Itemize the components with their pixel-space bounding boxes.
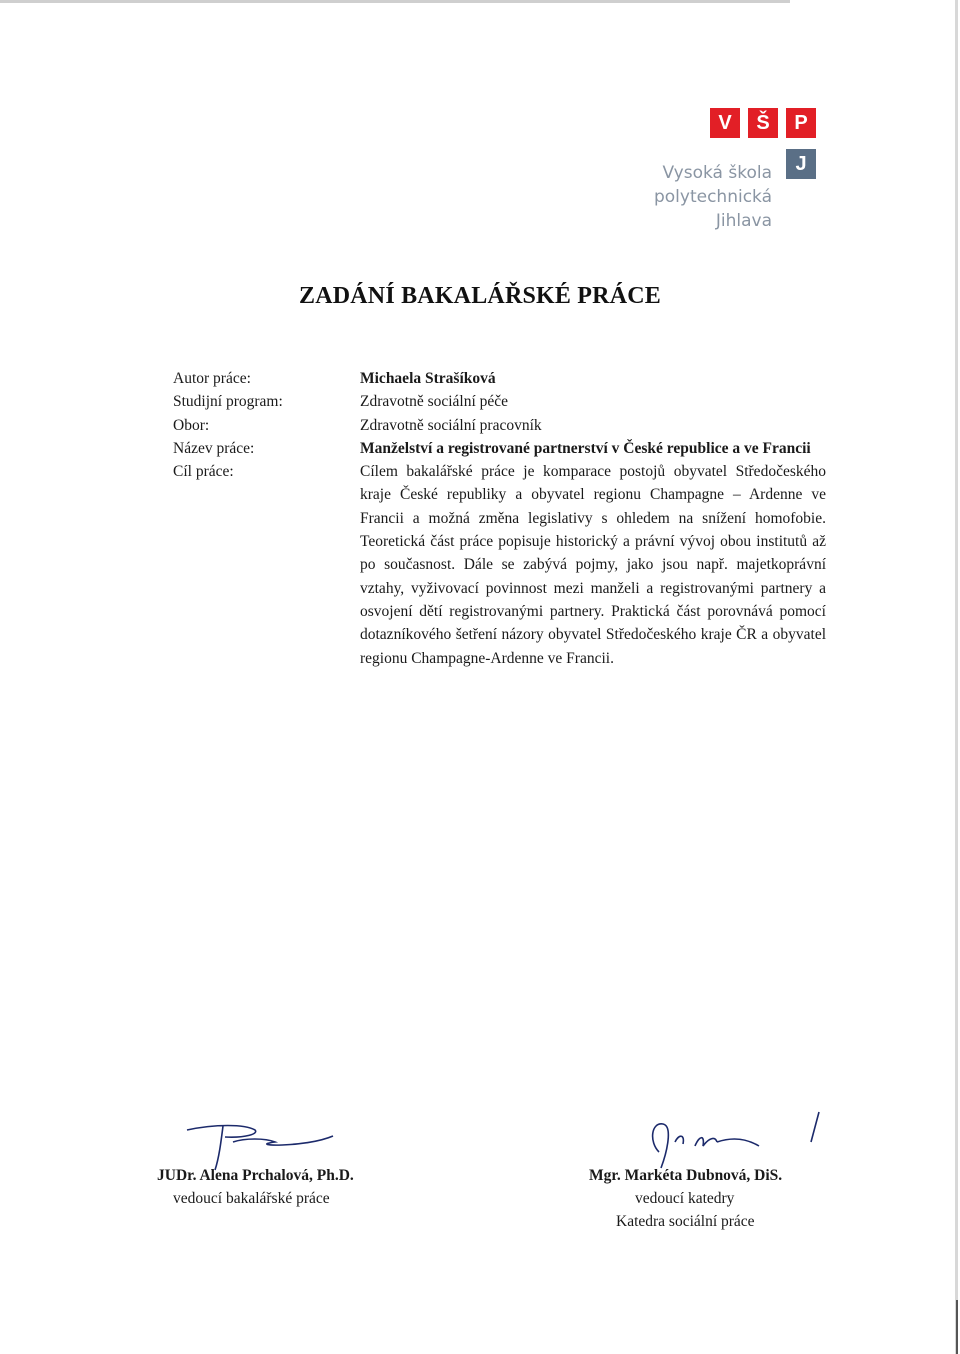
field-specialization — [173, 414, 826, 437]
logo-letter-s: Š — [748, 108, 778, 138]
field-author — [173, 367, 826, 390]
field-label: Název práce: — [173, 439, 255, 457]
field-goal — [173, 460, 826, 670]
field-label: Studijní program: — [173, 393, 283, 411]
field-value: Zdravotně sociální péče — [360, 393, 509, 411]
supervisor-role: vedoucí bakalářské práce — [173, 1190, 330, 1207]
field-label: Cíl práce: — [173, 463, 234, 481]
field-label: Autor práce: — [173, 370, 251, 387]
logo-line-3: Jihlava — [715, 211, 772, 231]
logo-line-2: polytechnická — [653, 187, 772, 207]
field-value: Manželství a registrované partnerství v České republice a ve Francii — [360, 439, 811, 457]
head-name: Mgr. Markéta Dubnová, DiS. — [589, 1167, 783, 1184]
head-signature-block — [589, 1164, 829, 1233]
head-department: Katedra sociální práce — [616, 1213, 755, 1230]
field-value: Michaela Strašíková — [360, 370, 496, 387]
assignment-fields — [173, 367, 826, 670]
supervisor-name: JUDr. Alena Prchalová, Ph.D. — [157, 1167, 354, 1184]
document-title: ZADÁNÍ BAKALÁŘSKÉ PRÁCE — [299, 283, 661, 309]
field-thesis-title — [173, 437, 826, 460]
logo-letter-p: P — [786, 108, 816, 138]
head-role: vedoucí katedry — [635, 1190, 735, 1207]
field-program — [173, 390, 826, 413]
field-value: Cílem bakalářské práce je komparace postojů obyvatel Středočeského kraje České republiky a obyvatel regionu Champagne – Ardenne ve Francii a možná změna legislativy s ohledem na snížení homofobie. Teoretická část práce popisuje historický a právní vývoj obou institutů až po současnost. Dále se zabývá pojmy, jako jsou např. majetkoprávní vztahy, vyživovací povinnost mezi manželi a registrovanými partnery a osvojení dětí registrovanými partnery. Praktická část porovnává pomocí dotazníkového šetření názory obyvatel Středočeského kraje ČR a obyvatel regionu Champagne-Ardenne ve Francii. — [360, 463, 826, 667]
field-value: Zdravotně sociální pracovník — [360, 416, 542, 434]
logo-letter-v: V — [710, 108, 740, 138]
field-label: Obor: — [173, 416, 210, 434]
school-logo — [640, 105, 830, 235]
head-signature-icon — [639, 1112, 839, 1172]
supervisor-signature-icon — [185, 1122, 335, 1172]
scan-mark — [948, 1300, 958, 1354]
supervisor-signature-block — [157, 1164, 407, 1210]
scan-edge-top — [0, 0, 790, 3]
logo-line-1: Vysoká škola — [662, 163, 772, 183]
logo-letter-j: J — [786, 149, 816, 179]
scan-edge-right — [955, 0, 958, 1354]
